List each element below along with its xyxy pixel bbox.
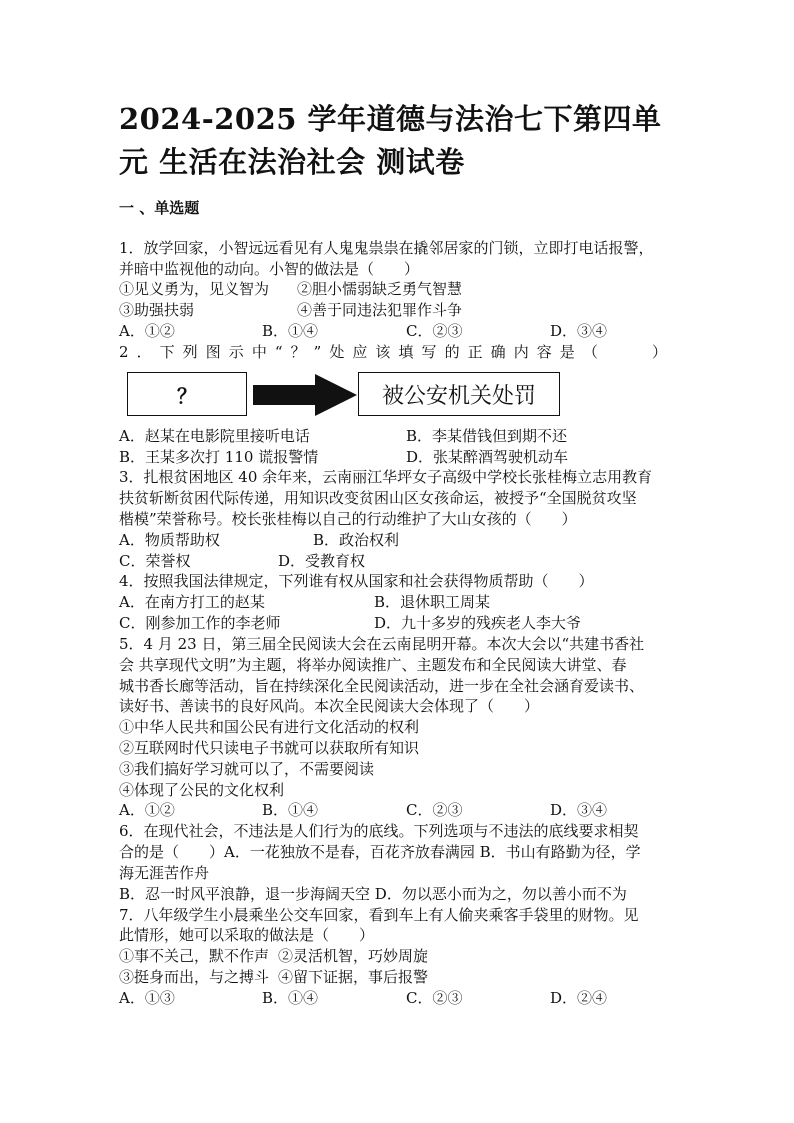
q1-stem-line-2: 并暗中监视他的动向。小智的做法是（ ） (119, 260, 420, 278)
q4-option-a: A．在南方打工的赵某 (119, 593, 265, 611)
q5-stem-line-1: 5．4 月 23 日，第三届全民阅读大会在云南昆明开幕。本次大会以“共建书香社 (119, 635, 645, 653)
q3-option-b: B．政治权利 (313, 531, 400, 549)
q5-stem-line-2: 会 共享现代文明”为主题，将举办阅读推广、主题发布和全民阅读大讲堂、春 (119, 656, 627, 674)
q7-option-b: B．①④ (262, 989, 319, 1007)
q6-options-line: B．忍一时风平浪静，退一步海阔天空 D．勿以恶小而为之，勿以善小而不为 (119, 885, 627, 903)
q5-option-b: B．①④ (262, 801, 319, 819)
q5-option-a: A．①② (119, 801, 175, 819)
q1-statement-2: ②胆小懦弱缺乏勇气智慧 (297, 280, 463, 298)
q5-option-c: C．②③ (406, 801, 463, 819)
q7-stem-line-2: 此情形，她可以采取的做法是（ ） (119, 926, 375, 944)
q7-statement-1: ①事不关己，默不作声 (119, 947, 270, 965)
q5-stem-line-4: 读好书、善读书的良好风尚。本次全民阅读大会体现了（ ） (119, 697, 540, 715)
q1-stem-line-1: 1．放学回家，小智远远看见有人鬼鬼祟祟在撬邻居家的门锁，立即打电话报警， (119, 239, 654, 257)
document-title: 2024-2025 学年道德与法治七下第四单元 生活在法治社会 测试卷 (119, 102, 662, 179)
q2-option-b: B．李某借钱但到期不还 (406, 427, 568, 445)
q1-option-b: B．①④ (262, 322, 319, 340)
q2-diagram (127, 372, 567, 420)
q7-option-d: D．②④ (550, 989, 608, 1007)
q2-option-d: D．张某醉酒驾驶机动车 (406, 448, 569, 466)
q5-statement-1: ①中华人民共和国公民有进行文化活动的权利 (119, 718, 420, 736)
q2-option-c: B．王某多次打 110 谎报警情 (119, 448, 319, 466)
q1-option-a: A．①② (119, 322, 175, 340)
q3-stem-line-2: 扶贫斩断贫困代际传递，用知识改变贫困山区女孩命运，被授予“全国脱贫攻坚 (119, 489, 637, 507)
q7-statement-2: ②灵活机智，巧妙周旋 (278, 947, 429, 965)
q1-statement-1: ①见义勇为，见义智为 (119, 280, 270, 298)
q3-stem-line-1: 3．扎根贫困地区 40 余年来，云南丽江华坪女子高级中学校长张桂梅立志用教育 (119, 468, 653, 486)
q1-option-c: C．②③ (406, 322, 463, 340)
q7-statement-4: ④留下证据，事后报警 (278, 968, 429, 986)
q6-stem-line-2: 合的是（ ）A．一花独放不是春，百花齐放春满园 B．书山有路勤为径，学 (119, 843, 641, 861)
q5-statement-3: ③我们搞好学习就可以了，不需要阅读 (119, 760, 375, 778)
q6-stem-line-1: 6．在现代社会，不违法是人们行为的底线。下列选项与不违法的底线要求相契 (119, 822, 639, 840)
q4-option-d: D．九十多岁的残疾老人李大爷 (374, 614, 582, 632)
q7-option-a: A．①③ (119, 989, 175, 1007)
right-arrow-icon (253, 374, 357, 416)
q1-option-d: D．③④ (550, 322, 608, 340)
q5-option-d: D．③④ (550, 801, 608, 819)
q4-option-c: C．刚参加工作的李老师 (119, 614, 281, 632)
q7-stem-line-1: 7．八年级学生小晨乘坐公交车回家，看到车上有人偷夹乘客手袋里的财物。见 (119, 906, 639, 924)
q3-stem-line-3: 楷模”荣誉称号。校长张桂梅以自己的行动维护了大山女孩的（ ） (119, 510, 577, 528)
question-mark-box: ？ (127, 372, 247, 416)
q4-stem-line-1: 4．按照我国法律规定，下列谁有权从国家和社会获得物质帮助（ ） (119, 572, 594, 590)
q1-statement-4: ④善于同违法犯罪作斗争 (297, 301, 463, 319)
q1-statement-3: ③助强扶弱 (119, 301, 195, 319)
q5-statement-4: ④体现了公民的文化权利 (119, 781, 285, 799)
q5-stem-line-3: 城书香长廊等活动，旨在持续深化全民阅读活动，进一步在全社会涵育爱读书、 (119, 677, 645, 695)
q3-option-a: A．物质帮助权 (119, 531, 220, 549)
q7-statement-3: ③挺身而出，与之搏斗 (119, 968, 270, 986)
q6-stem-line-3: 海无涯苦作舟 (119, 864, 210, 882)
section-heading: 一 、单选题 (119, 199, 200, 217)
police-penalty-box: 被公安机关处罚 (358, 372, 560, 416)
q7-option-c: C．②③ (406, 989, 463, 1007)
q3-option-c: C．荣誉权 (119, 552, 191, 570)
q2-option-a: A．赵某在电影院里接听电话 (119, 427, 310, 445)
q2-stem-line-1: 2．下列图示中“？”处应该填写的正确内容是（ ） (119, 343, 667, 361)
q5-statement-2: ②互联网时代只读电子书就可以获取所有知识 (119, 739, 420, 757)
q3-option-d: D．受教育权 (278, 552, 366, 570)
q4-option-b: B．退休职工周某 (374, 593, 491, 611)
